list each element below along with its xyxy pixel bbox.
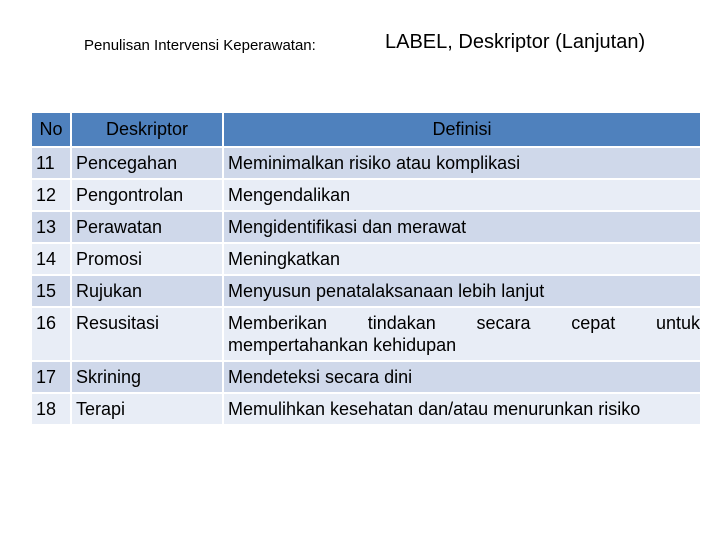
row-descriptor: Promosi [72,244,222,274]
row-definition: Mendeteksi secara dini [224,362,700,392]
table-header-row [32,113,700,146]
header-no: No [32,113,70,146]
row-definition: Meningkatkan [224,244,700,274]
row-descriptor: Perawatan [72,212,222,242]
row-definition: Mengendalikan [224,180,700,210]
table-row [32,308,700,360]
table-row [32,276,700,306]
row-no: 18 [32,394,70,424]
row-no: 11 [32,148,70,178]
table-row [32,148,700,178]
row-descriptor: Rujukan [72,276,222,306]
header-definition: Definisi [224,113,700,146]
row-definition: Mengidentifikasi dan merawat [224,212,700,242]
table-row [32,394,700,424]
row-no: 16 [32,308,70,360]
row-descriptor: Pengontrolan [72,180,222,210]
row-no: 14 [32,244,70,274]
row-definition: Meminimalkan risiko atau komplikasi [224,148,700,178]
table-row [32,244,700,274]
row-definition-line1: Memberikan tindakan secara cepat untuk [228,313,700,333]
row-descriptor: Skrining [72,362,222,392]
title-lead: Penulisan Intervensi Keperawatan: [84,37,316,54]
table-row [32,180,700,210]
row-no: 15 [32,276,70,306]
row-no: 17 [32,362,70,392]
row-no: 13 [32,212,70,242]
descriptor-table [30,111,702,426]
row-descriptor: Resusitasi [72,308,222,360]
title-main: LABEL, Deskriptor (Lanjutan) [385,31,646,53]
row-definition: Menyusun penatalaksanaan lebih lanjut [224,276,700,306]
row-definition [224,308,700,360]
row-definition-line2: mempertahankan kehidupan [228,335,457,355]
table-row [32,362,700,392]
header-descriptor: Deskriptor [72,113,222,146]
row-descriptor: Terapi [72,394,222,424]
table-row [32,212,700,242]
row-definition: Memulihkan kesehatan dan/atau menurunkan risiko [224,394,700,424]
row-no: 12 [32,180,70,210]
row-descriptor: Pencegahan [72,148,222,178]
